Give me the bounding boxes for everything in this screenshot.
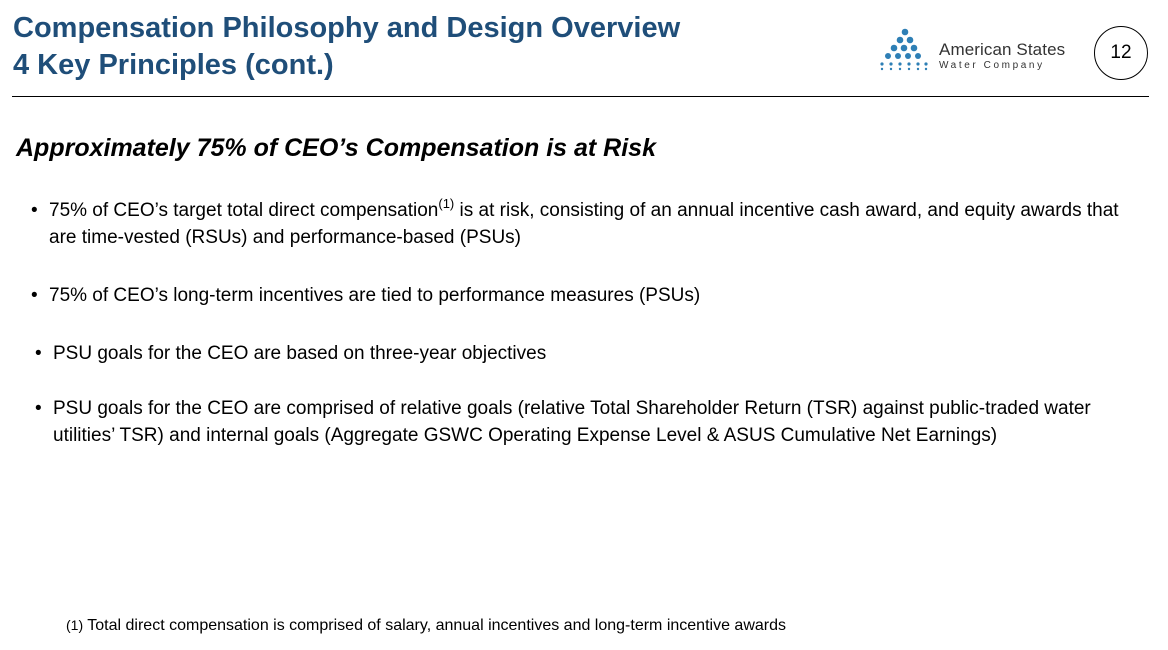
bullet-item [35, 395, 1147, 449]
bullet-item [31, 197, 1141, 251]
page-number: 12 [1110, 42, 1132, 63]
bullet-dot-icon: • [35, 398, 42, 419]
bullet-text-before: 75% of CEO’s target total direct compensation [49, 200, 439, 221]
bullet-text: PSU goals for the CEO are based on three-year objectives [53, 343, 547, 364]
bullet-dot-icon: • [31, 200, 38, 221]
section-heading: Approximately 75% of CEO’s Compensation is at Risk [16, 134, 656, 162]
page-number-badge [1094, 26, 1148, 80]
bullet-dot-icon: • [31, 285, 38, 306]
header-divider [12, 96, 1149, 97]
bullet-text: PSU goals for the CEO are comprised of relative goals (relative Total Shareholder Return (TSR) against public-traded water utilities’ TSR) and internal goals (Aggregate GSWC Operating Expense Level & ASUS Cumulative Net Earnings) [53, 398, 1091, 446]
bullet-item [35, 340, 1145, 367]
bullet-text: 75% of CEO’s long-term incentives are tied to performance measures (PSUs) [49, 285, 701, 306]
bullet-text-after: is at risk, consisting of an annual incentive cash award, and equity awards that are time-vested (RSUs) and performance-based (PSUs) [49, 200, 1119, 248]
page-title-line2: 4 Key Principles (cont.) [13, 49, 334, 81]
water-drops-logo-icon [878, 28, 934, 74]
bullet-text [49, 197, 1141, 251]
footnote [66, 617, 786, 635]
footnote-mark: (1) [66, 617, 84, 633]
bullet-dot-icon: • [35, 343, 42, 364]
company-logo [878, 28, 1078, 74]
logo-company-subtitle: Water Company [939, 60, 1045, 71]
logo-company-name: American States [939, 40, 1066, 59]
page-title-line1: Compensation Philosophy and Design Overview [13, 12, 681, 44]
page-title [13, 10, 680, 84]
bullet-item [31, 282, 1141, 309]
footnote-reference: (1) [438, 196, 455, 211]
footnote-text: Total direct compensation is comprised of salary, annual incentives and long-term incentive awards [83, 617, 786, 634]
